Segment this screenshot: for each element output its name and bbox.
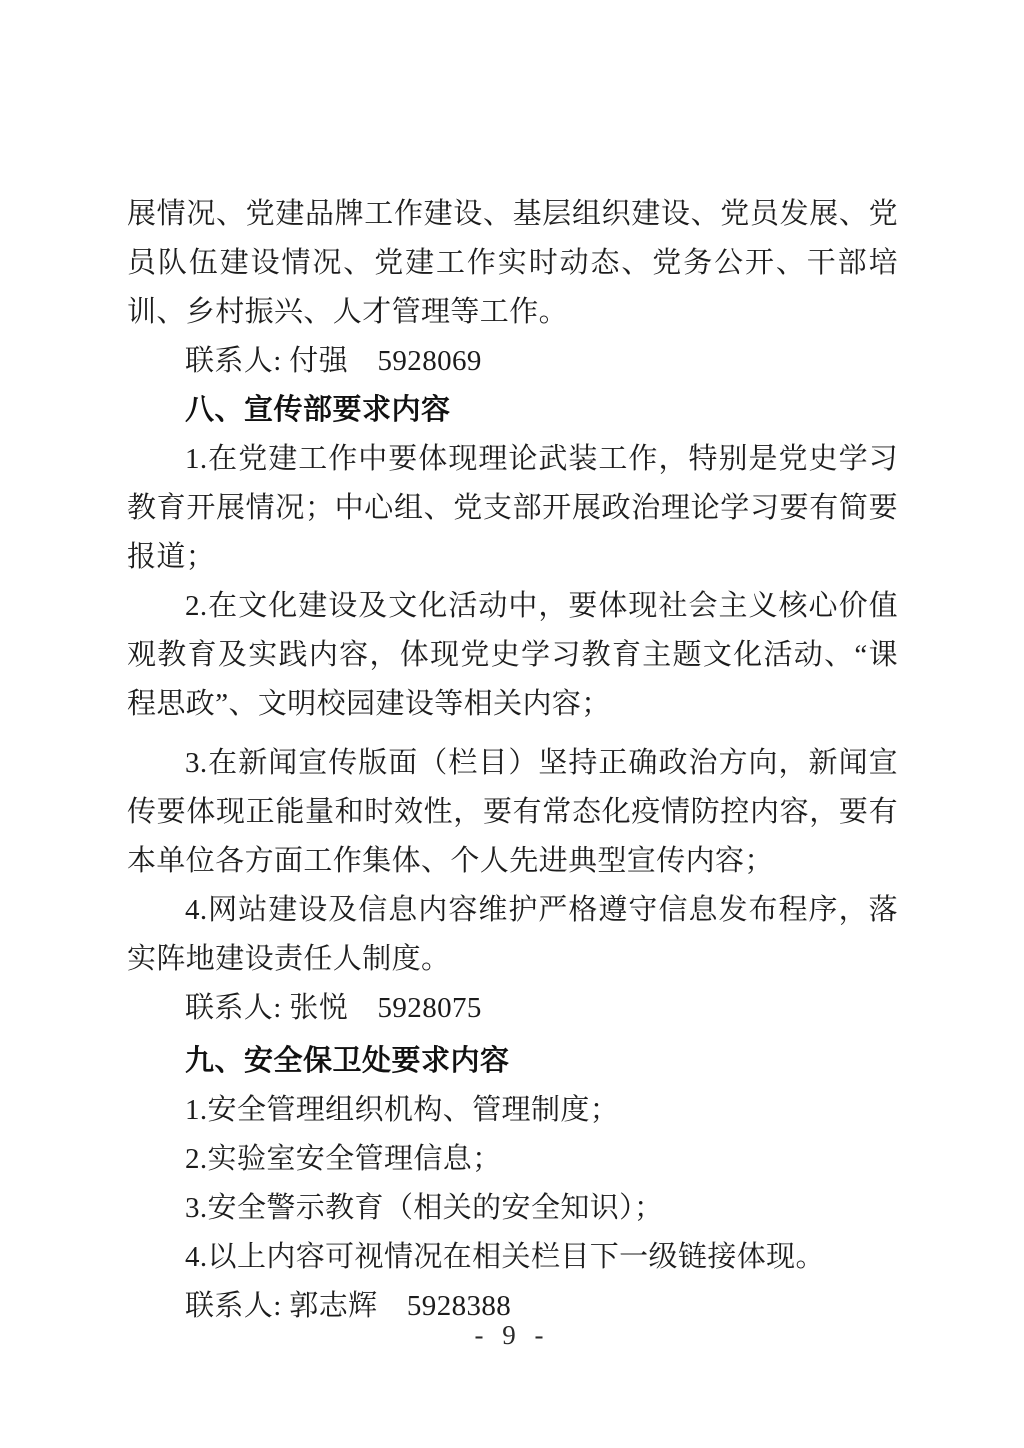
section9-item-3: 3.安全警示教育（相关的安全知识）； (185, 1192, 664, 1224)
contact-line-fuqiang: 联系人: 付强 5928069 (185, 345, 482, 377)
section9-item-1: 1.安全管理组织机构、管理制度； (185, 1094, 620, 1126)
section8-item-1: 1.在党建工作中要体现理论武装工作，特别是党史学习教育开展情况；中心组、党支部开展政治理论学习要有简要报道； (127, 443, 898, 573)
section9-item-2: 2.实验室安全管理信息； (185, 1143, 502, 1175)
section8-item-4: 4.网站建设及信息内容维护严格遵守信息发布程序，落实阵地建设责任人制度。 (127, 894, 898, 975)
page-number: - 9 - (474, 1320, 550, 1350)
contact-line-zhangyue: 联系人: 张悦 5928075 (185, 992, 482, 1024)
section9-item-4: 4.以上内容可视情况在相关栏目下一级链接体现。 (185, 1241, 825, 1273)
continuation-paragraph: 展情况、党建品牌工作建设、基层组织建设、党员发展、党员队伍建设情况、党建工作实时动态、党务公开、干部培训、乡村振兴、人才管理等工作。 (127, 198, 898, 328)
section-heading-8-propaganda-dept: 八、宣传部要求内容 (185, 394, 451, 426)
section8-item-2: 2.在文化建设及文化活动中，要体现社会主义核心价值观教育及实践内容，体现党史学习教育主题文化活动、“课程思政”、文明校园建设等相关内容； (127, 590, 898, 720)
contact-line-guozhihui: 联系人: 郭志辉 5928388 (185, 1290, 512, 1322)
section-heading-9-security-office: 九、安全保卫处要求内容 (185, 1045, 510, 1077)
text-block (127, 190, 898, 1331)
section8-item-3: 3.在新闻宣传版面（栏目）坚持正确政治方向，新闻宣传要体现正能量和时效性，要有常态化疫情防控内容，要有本单位各方面工作集体、个人先进典型宣传内容； (127, 747, 898, 877)
